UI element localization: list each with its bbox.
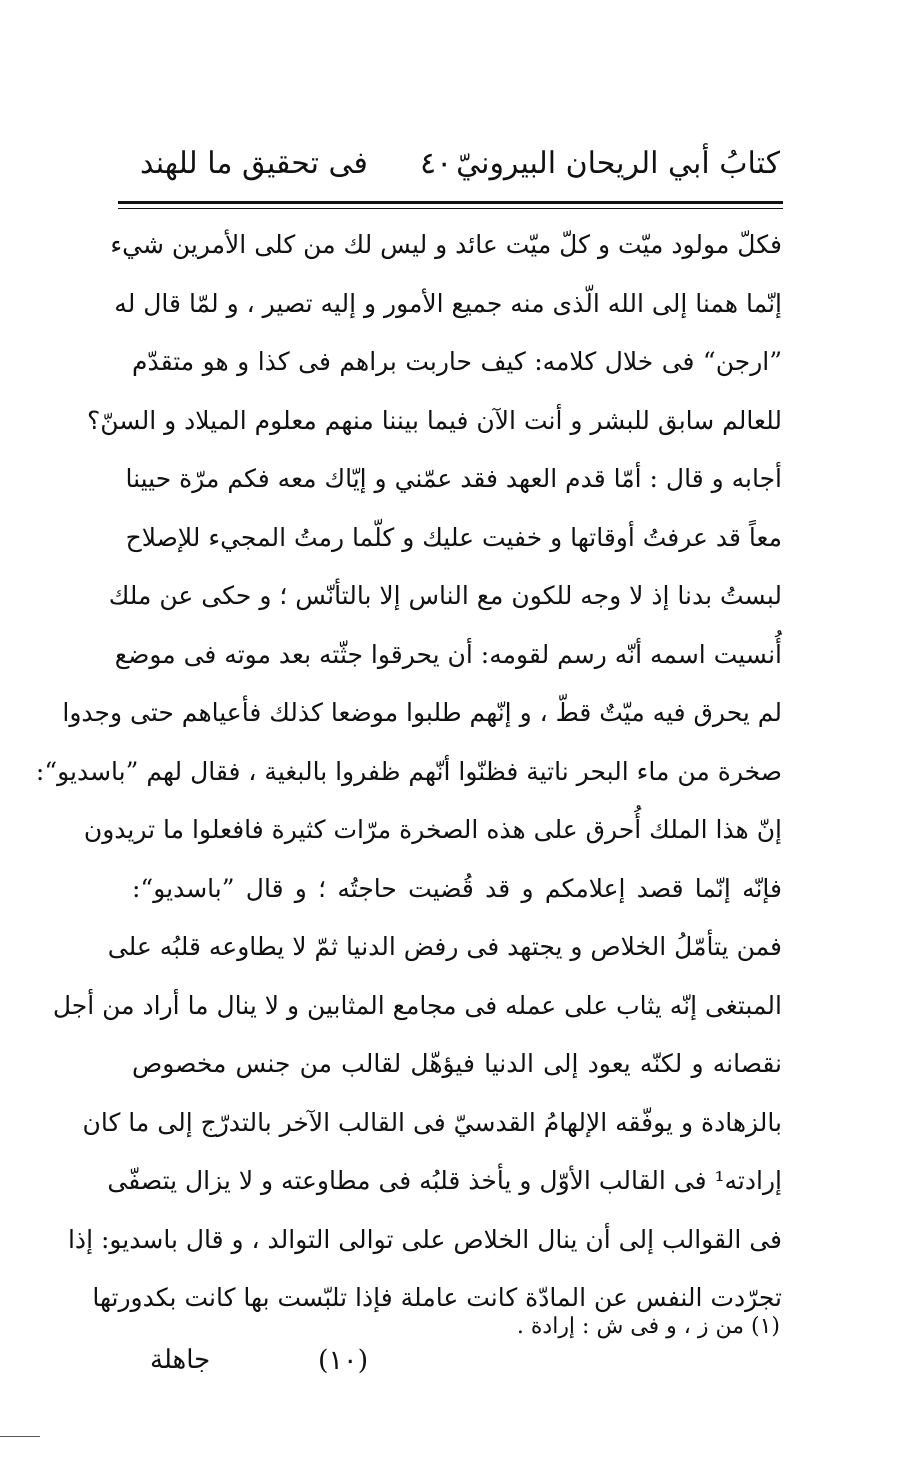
text-line: ”ارجن“ فى خلال كلامه: كيف حاربت براهم فى كذا و هو متقدّم	[132, 347, 782, 376]
text-line: تجرّدت النفس عن المادّة كانت عاملة فإذا تلبّست بها كانت بكدورتها	[92, 1283, 782, 1312]
text-line: لم يحرق فيه ميّتٌ قطّ ، و إنّهم طلبوا موضعا كذلك فأعياهم حتى وجدوا	[62, 698, 782, 727]
body-text	[35, 216, 783, 1328]
running-header	[120, 140, 780, 192]
running-header-book-title: كتابُ أبي الريحان البيرونيّ	[456, 146, 780, 181]
text-line: إرادته¹ فى القالب الأوّل و يأخذ قلبُه فى مطاوعته و لا يزال يتصفّى	[107, 1166, 782, 1195]
text-line: صخرة من ماء البحر ناتية فظنّوا أنّهم ظفروا بالبغية ، فقال لهم ”باسديو“:	[35, 756, 782, 786]
page-number: ٤٠	[420, 146, 453, 181]
text-line: فكلّ مولود ميّت و كلّ ميّت عائد و ليس لك من كلى الأمرين شيء	[110, 230, 782, 259]
text-line: المبتغى إنّه يثاب على عمله فى مجامع المثابين و لا ينال ما أراد من أجل	[52, 990, 782, 1020]
text-line: بالزهادة و يوفّقه الإلهامُ القدسيّ فى القالب الآخر بالتدرّج إلى ما كان	[82, 1107, 782, 1137]
text-line: لبستُ بدنا إذ لا وجه للكون مع الناس إلا بالتأنّس ؛ و حكى عن ملك	[108, 581, 782, 610]
text-line: إنّ هذا الملك أُحرق على هذه الصخرة مرّات كثيرة فافعلوا ما تريدون	[83, 815, 782, 844]
footnote: (١) من ز ، و فى ش : إرادة .	[516, 1314, 780, 1339]
text-line: نقصانه و لكنّه يعود إلى الدنيا فيؤهّل لقالب من جنس مخصوص	[132, 1049, 782, 1078]
signature-number: (١٠)	[318, 1345, 369, 1376]
text-line: معاً قد عرفتُ أوقاتها و خفيت عليك و كلّما رمتُ المجيء للإصلاح	[125, 522, 782, 552]
running-header-subtitle: فى تحقيق ما للهند	[140, 146, 368, 181]
text-line: فإنّه إنّما قصد إعلامكم و قد قُضيت حاجتُه ؛ و قال ”باسديو“:	[132, 873, 783, 903]
text-line: إنّما همنا إلى الله الّذى منه جميع الأمور و إليه تصير ، و لمّا قال له	[114, 288, 782, 318]
text-line: أُنسيت اسمه أنّه رسم لقومه: أن يحرقوا جثّته بعد موته فى موضع	[114, 639, 782, 669]
header-rule-thin	[118, 208, 783, 209]
text-line: فمن يتأمّلُ الخلاص و يجتهد فى رفض الدنيا ثمّ لا يطاوعه قلبُه على	[107, 932, 782, 961]
header-rule-thick	[118, 201, 783, 204]
text-line: فى القوالب إلى أن ينال الخلاص على توالى التوالد ، و قال باسديو: إذا	[67, 1224, 782, 1254]
scan-edge-mark	[0, 1436, 40, 1437]
catchword: جاهلة	[150, 1345, 211, 1375]
text-line: أجابه و قال : أمّا قدم العهد فقد عمّني و إيّاك معه فكم مرّة حيينا	[125, 464, 782, 493]
text-line: للعالم سابق للبشر و أنت الآن فيما بيننا منهم معلوم الميلاد و السنّ؟	[86, 405, 782, 435]
